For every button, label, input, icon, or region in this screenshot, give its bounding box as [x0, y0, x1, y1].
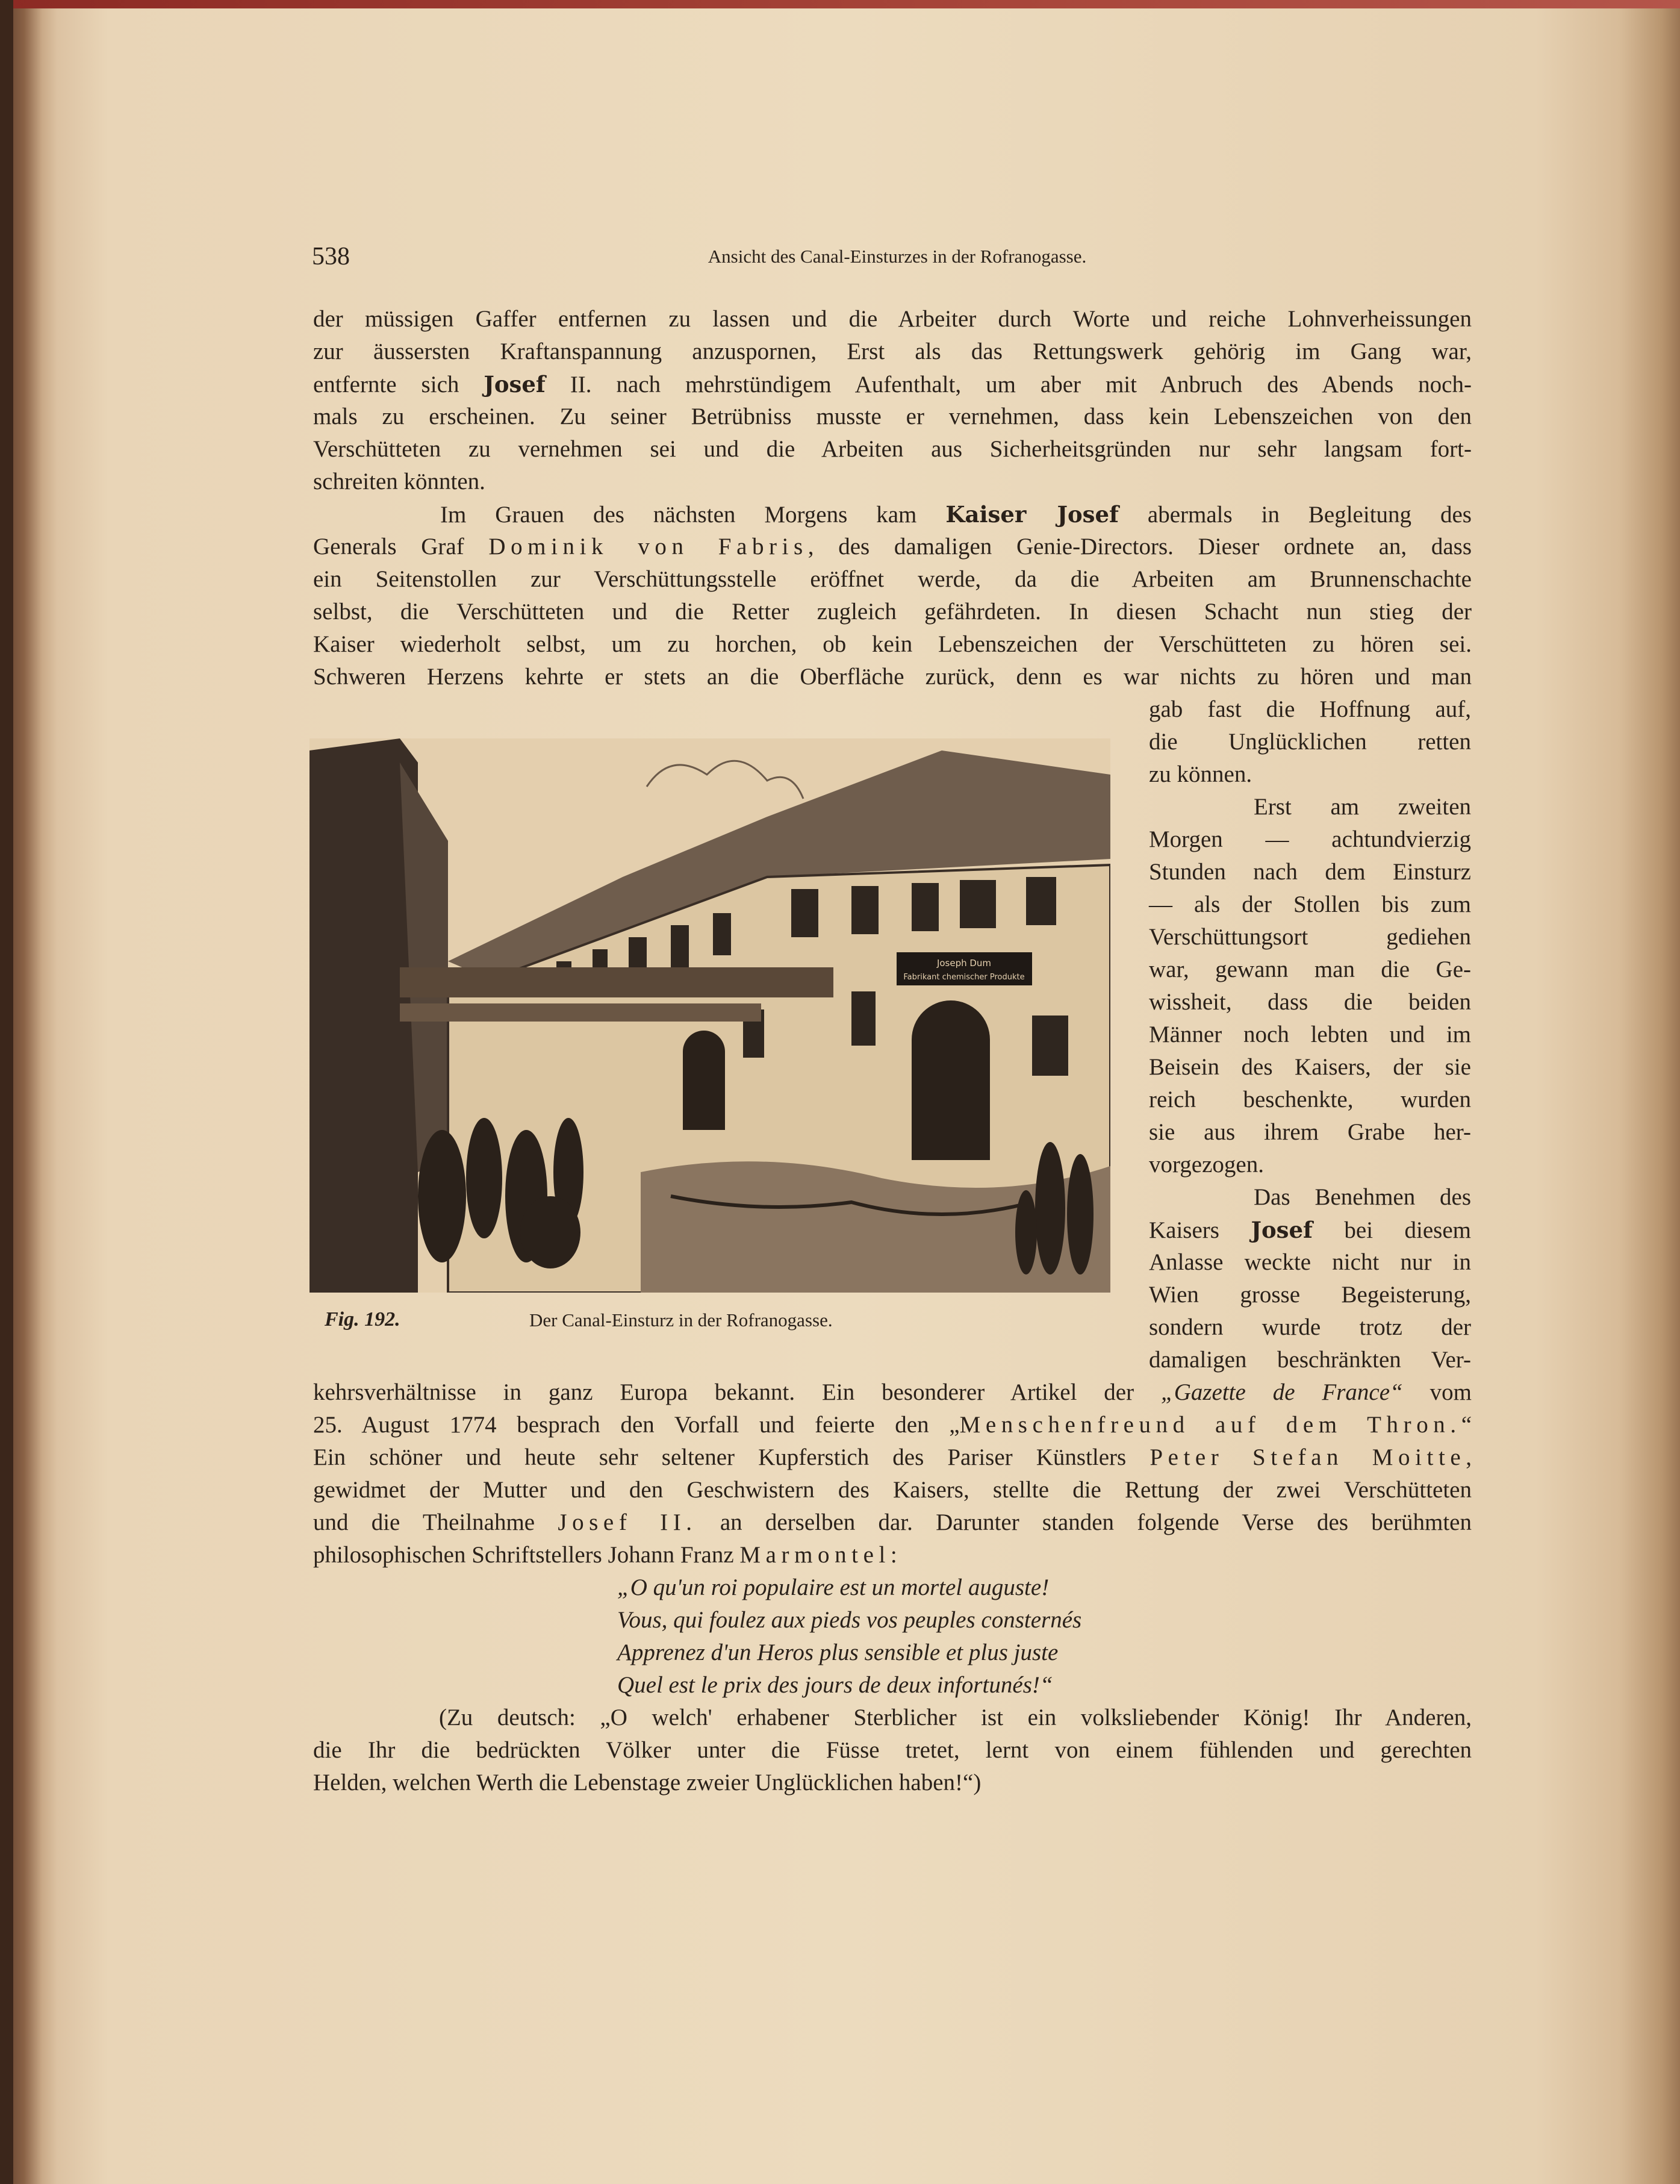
- text-line: [313, 303, 1472, 335]
- text-segment: kehrsverhältnisse in ganz Europa bekannt. Ein besonderer Artikel der: [313, 1379, 1161, 1405]
- text-segment: schreiten könnten.: [313, 469, 485, 495]
- text-line: [1149, 888, 1471, 921]
- text-line: [313, 1506, 1472, 1539]
- text-segment: Morgen — achtundvierzig: [1149, 826, 1471, 852]
- spaced-emphasis: Marmontel: [739, 1542, 891, 1568]
- page-edge-band: [0, 0, 1680, 8]
- text-segment: philosophischen Schriftstellers Johann Franz: [313, 1542, 740, 1568]
- text-line: [1149, 1051, 1471, 1084]
- text-line: [313, 1474, 1472, 1506]
- text-line: [313, 335, 1472, 368]
- text-segment: Quel est le prix des jours de deux infortunés!“: [617, 1672, 1053, 1698]
- text-segment: die Unglücklichen retten: [1149, 729, 1471, 755]
- text-line: [617, 1571, 1280, 1604]
- text-segment: Das Benehmen des: [1254, 1184, 1471, 1210]
- wooden-beam-lower: [400, 1003, 761, 1022]
- text-segment: der müssigen Gaffer entfernen zu lassen und die Arbeiter durch Worte und reiche Lohnverheissungen: [313, 306, 1472, 332]
- text-line: [313, 1441, 1472, 1474]
- wooden-beam: [400, 967, 833, 997]
- text-segment: Ein schöner und heute sehr seltener Kupferstich des Pariser Künstlers: [313, 1444, 1150, 1470]
- fraktur-name: Josef: [484, 371, 546, 398]
- text-segment: gab fast die Hoffnung auf,: [1149, 696, 1471, 722]
- text-segment: Schweren Herzens kehrte er stets an die Oberfläche zurück, denn es war nichts zu hören und man: [313, 664, 1472, 690]
- book-binding-edge: [0, 0, 13, 2184]
- text-line: [313, 596, 1472, 628]
- text-line: [1149, 1019, 1471, 1051]
- text-segment: vom: [1402, 1379, 1472, 1405]
- text-segment: Verschütteten zu vernehmen sei und die Arbeiten aus Sicherheitsgründen nur sehr langsam fort-: [313, 436, 1472, 462]
- text-line: [1149, 1214, 1471, 1246]
- text-line: [1149, 1279, 1471, 1311]
- text-line: [1149, 986, 1471, 1019]
- figure-label: Fig. 192.: [325, 1308, 400, 1331]
- text-line: [1254, 1181, 1471, 1214]
- figure-caption: Der Canal-Einsturz in der Rofranogasse.: [529, 1309, 833, 1331]
- text-segment: zu können.: [1149, 761, 1252, 787]
- engraving-canal-collapse: [310, 738, 1110, 1293]
- page-number: 538: [312, 243, 350, 270]
- italic-title: „Gazette de France“: [1161, 1379, 1403, 1405]
- text-line: [1149, 758, 1471, 791]
- running-title: Ansicht des Canal-Einsturzes in der Rofranogasse.: [708, 246, 1087, 267]
- text-segment: mals zu erscheinen. Zu seiner Betrübniss musste er vernehmen, dass kein Lebenszeichen von den: [313, 404, 1472, 429]
- text-line: [313, 531, 1472, 563]
- text-line: [313, 1767, 1472, 1799]
- text-line: [313, 433, 1472, 466]
- text-segment: an derselben dar. Darunter standen folgende Verse des berühmten: [697, 1509, 1472, 1535]
- text-line: [617, 1669, 1280, 1702]
- fraktur-name: Josef: [1251, 1217, 1313, 1243]
- text-segment: war, gewann man die Ge-: [1149, 956, 1471, 982]
- text-line: [1149, 921, 1471, 953]
- text-segment: Im Grauen des nächsten Morgens kam: [440, 502, 946, 528]
- text-line: [313, 628, 1472, 661]
- text-segment: Stunden nach dem Einsturz: [1149, 859, 1471, 885]
- text-line: [313, 1376, 1472, 1409]
- text-line: [1149, 1246, 1471, 1279]
- fraktur-name: Kaiser Josef: [945, 501, 1119, 528]
- arched-door-main: [912, 1000, 990, 1160]
- text-segment: II. nach mehrstündigem Aufenthalt, um aber mit Anbruch des Abends noch-: [545, 372, 1472, 398]
- text-segment: bei diesem: [1312, 1217, 1471, 1243]
- text-segment: „O qu'un roi populaire est un mortel auguste!: [617, 1574, 1050, 1600]
- spaced-emphasis: Peter Stefan Moitte: [1150, 1444, 1466, 1470]
- text-line: [1149, 1149, 1471, 1181]
- text-segment: Kaiser wiederholt selbst, um zu horchen, ob kein Lebenszeichen der Verschütteten zu hören sei.: [313, 631, 1472, 657]
- spaced-emphasis: Menschenfreund auf dem Thron.: [959, 1412, 1461, 1438]
- text-line: [440, 498, 1472, 531]
- arched-door-left: [683, 1031, 725, 1130]
- text-segment: sie aus ihrem Grabe her-: [1149, 1119, 1471, 1145]
- spaced-emphasis: Josef II.: [558, 1509, 697, 1535]
- text-line: [1149, 1344, 1471, 1376]
- text-segment: und die Theilnahme: [313, 1509, 558, 1535]
- text-line: [1149, 693, 1471, 726]
- text-segment: , des damaligen Genie-Directors. Dieser ordnete an, dass: [807, 534, 1472, 560]
- text-segment: abermals in Begleitung des: [1118, 502, 1472, 528]
- text-line: [1149, 1116, 1471, 1149]
- text-segment: Anlasse weckte nicht nur in: [1149, 1249, 1471, 1275]
- text-segment: (Zu deutsch: „O welch' erhabener Sterblicher ist ein volksliebender König! Ihr Anderen,: [439, 1705, 1472, 1730]
- text-segment: Apprenez d'un Heros plus sensible et plus juste: [617, 1640, 1059, 1665]
- text-line: [1149, 823, 1471, 856]
- text-segment: — als der Stollen bis zum: [1149, 891, 1471, 917]
- text-segment: “: [1461, 1412, 1472, 1438]
- text-segment: wissheit, dass die beiden: [1149, 989, 1471, 1015]
- text-line: [313, 1539, 1472, 1571]
- spaced-emphasis: Dominik von Fabris: [488, 534, 808, 560]
- text-segment: vorgezogen.: [1149, 1152, 1264, 1178]
- text-line: [1149, 726, 1471, 758]
- text-segment: Männer noch lebten und im: [1149, 1022, 1471, 1047]
- text-line: [313, 563, 1472, 596]
- text-segment: Erst am zweiten: [1254, 794, 1471, 820]
- text-segment: damaligen beschränkten Ver-: [1149, 1347, 1471, 1373]
- text-segment: 25. August 1774 besprach den Vorfall und feierte den „: [313, 1412, 960, 1438]
- text-line: [313, 1734, 1472, 1767]
- sign-line-1: Joseph Dum: [936, 958, 992, 969]
- text-line: [313, 401, 1472, 433]
- text-line: [313, 466, 1472, 498]
- text-segment: :: [890, 1542, 897, 1568]
- text-segment: reich beschenkte, wurden: [1149, 1087, 1471, 1112]
- text-segment: ein Seitenstollen zur Verschüttungsstelle eröffnet werde, da die Arbeiten am Brunnenschachte: [313, 566, 1472, 592]
- text-segment: Beisein des Kaisers, der sie: [1149, 1054, 1471, 1080]
- text-segment: die Ihr die bedrückten Völker unter die Füsse tretet, lernt von einem fühlenden und gerechten: [313, 1737, 1472, 1763]
- text-line: [439, 1702, 1472, 1734]
- text-segment: Vous, qui foulez aux pieds vos peuples consternés: [617, 1607, 1082, 1633]
- text-line: [1149, 953, 1471, 986]
- text-segment: sondern wurde trotz der: [1149, 1314, 1471, 1340]
- text-segment: entfernte sich: [313, 372, 484, 398]
- text-line: [1149, 1311, 1471, 1344]
- text-line: [1149, 1084, 1471, 1116]
- text-line: [313, 661, 1472, 693]
- text-line: [1149, 856, 1471, 888]
- text-segment: Generals Graf: [313, 534, 489, 560]
- text-segment: Verschüttungsort gediehen: [1149, 924, 1471, 950]
- figure-illustration: [310, 738, 1110, 1293]
- text-segment: Wien grosse Begeisterung,: [1149, 1282, 1471, 1308]
- text-segment: Kaisers: [1149, 1217, 1251, 1243]
- text-line: [617, 1636, 1280, 1669]
- text-line: [1254, 791, 1471, 823]
- text-segment: zur äussersten Kraftanspannung anzuspornen, Erst als das Rettungswerk gehörig im Gang war,: [313, 339, 1472, 364]
- text-segment: gewidmet der Mutter und den Geschwistern des Kaisers, stellte die Rettung der zwei Verschütteten: [313, 1477, 1472, 1503]
- sign-line-2: Fabrikant chemischer Produkte: [903, 973, 1025, 982]
- text-line: [617, 1604, 1280, 1636]
- text-segment: Helden, welchen Werth die Lebenstage zweier Unglücklichen haben!“): [313, 1770, 982, 1796]
- text-line: [313, 368, 1472, 401]
- text-segment: ,: [1466, 1444, 1472, 1470]
- text-segment: selbst, die Verschütteten und die Retter zugleich gefährdeten. In diesen Schacht nun stieg der: [313, 599, 1472, 625]
- text-line: [313, 1409, 1472, 1441]
